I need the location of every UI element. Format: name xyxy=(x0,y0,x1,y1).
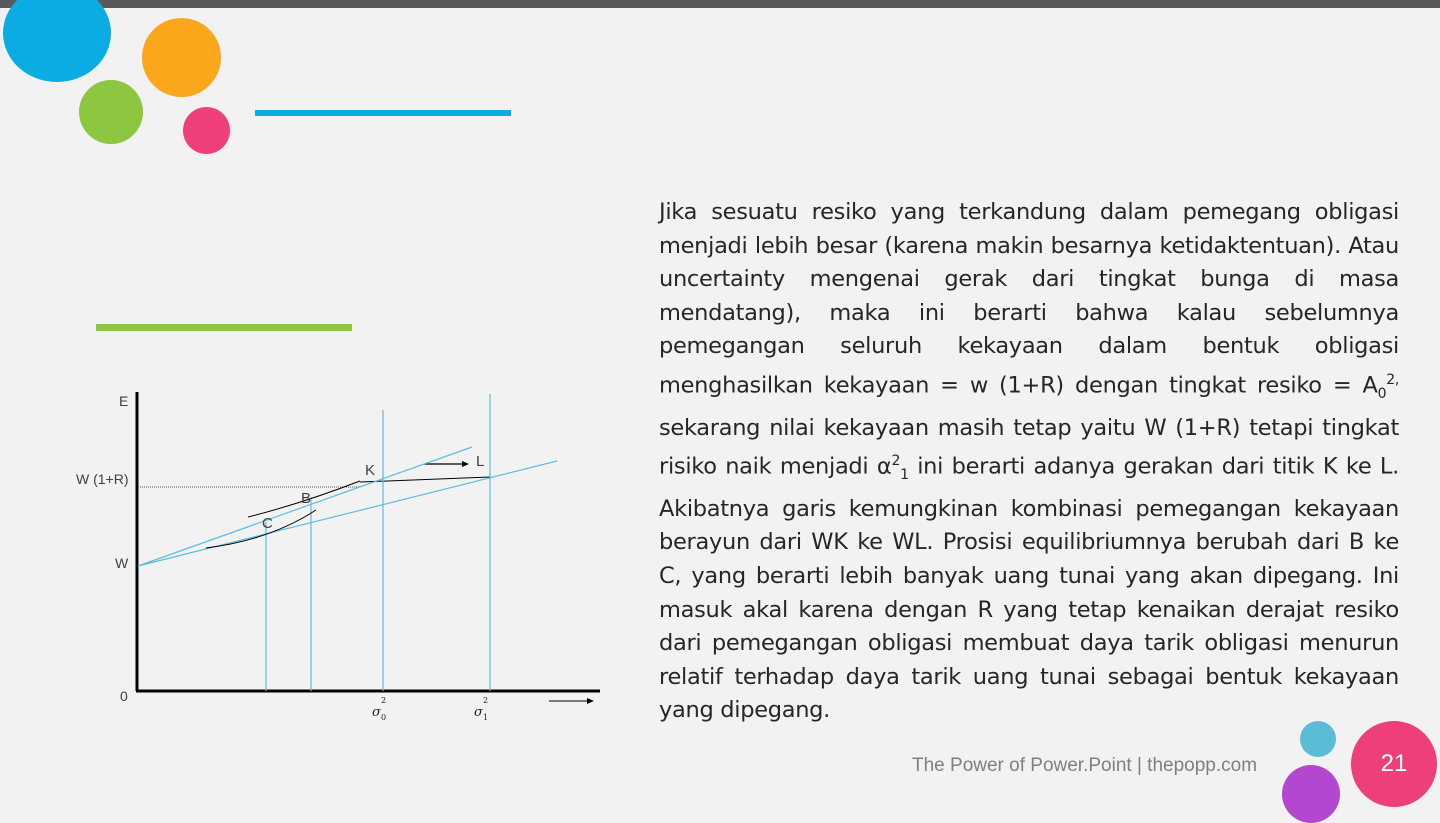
svg-text:0: 0 xyxy=(381,713,387,722)
point-b-label: B xyxy=(301,490,312,507)
orange-circle xyxy=(142,18,221,97)
svg-text:2: 2 xyxy=(381,696,387,705)
svg-text:1: 1 xyxy=(483,713,489,722)
wealth-label: W (1+R) xyxy=(76,471,129,487)
alpha-superscript: 2 xyxy=(891,453,901,470)
blue-accent-bar xyxy=(255,110,511,116)
green-circle xyxy=(79,80,143,144)
svg-text:σ: σ xyxy=(372,705,381,720)
page-number-badge xyxy=(1351,721,1437,807)
teal-circle xyxy=(1300,721,1336,757)
x-arrow-head xyxy=(587,698,594,704)
body-paragraph-start: Jika sesuatu resiko yang terkandung dalam pemegang obligasi menjadi lebih besar (karena makin besarnya ketidaktentuan). Atau uncertainty mengenai gerak dari tingkat bunga di masa mendatang), maka ini berarti bahwa kalau sebelumnya pemegangan seluruh kekayaan dalam bentuk obligasi menghasilkan kekayaan = w (1+R) dengan tingkat resiko = A xyxy=(659,199,1399,399)
y-axis-label: E xyxy=(119,393,129,409)
a-subscript: 0 xyxy=(1377,385,1387,402)
page-number: 21 xyxy=(1380,750,1408,777)
line-wl xyxy=(138,461,557,566)
blue-circle xyxy=(3,0,111,82)
point-l-label: L xyxy=(476,453,485,470)
k-to-l-arrow-head xyxy=(462,461,469,467)
svg-text:2: 2 xyxy=(483,696,489,705)
body-paragraph-mid: sekarang nilai kekayaan masih tetap yaitu W (1+R) tetapi tingkat risiko naik menjadi α xyxy=(659,414,1399,480)
a-superscript: 2, xyxy=(1386,371,1399,388)
pink-circle xyxy=(183,107,230,154)
body-paragraph-end: ini berarti adanya gerakan dari titik K ke L. Akibatnya garis kemungkinan kombinasi pemegangan kekayaan berayun dari WK ke WL. Prosisi equilibriumnya berubah dari B ke C, yang berarti lebih banyak uang tunai yang akan dipegang. Ini masuk akal karena dengan R yang tetap kenaikan derajat resiko dari pemegangan obligasi membuat daya tarik obligasi menurun relatif terhadap daya tarik uang tunai sebagai bentuk kekayaan yang dipegang. xyxy=(659,453,1399,724)
alpha-subscript: 1 xyxy=(900,467,909,484)
green-accent-bar xyxy=(96,324,352,331)
w-label: W xyxy=(115,555,129,571)
svg-text:σ: σ xyxy=(474,705,483,720)
indifference-curve-c xyxy=(206,510,316,548)
portfolio-choice-diagram xyxy=(60,380,620,740)
point-k-label: K xyxy=(365,462,376,479)
sigma-0-label xyxy=(372,696,386,722)
point-c-label: C xyxy=(262,515,273,532)
origin-label: 0 xyxy=(120,688,128,704)
footer-text: The Power of Power.Point | thepopp.com xyxy=(912,755,1258,776)
sigma-1-label xyxy=(474,696,488,722)
top-bar xyxy=(0,0,1440,8)
purple-circle xyxy=(1282,765,1340,823)
body-paragraph xyxy=(659,196,1399,728)
